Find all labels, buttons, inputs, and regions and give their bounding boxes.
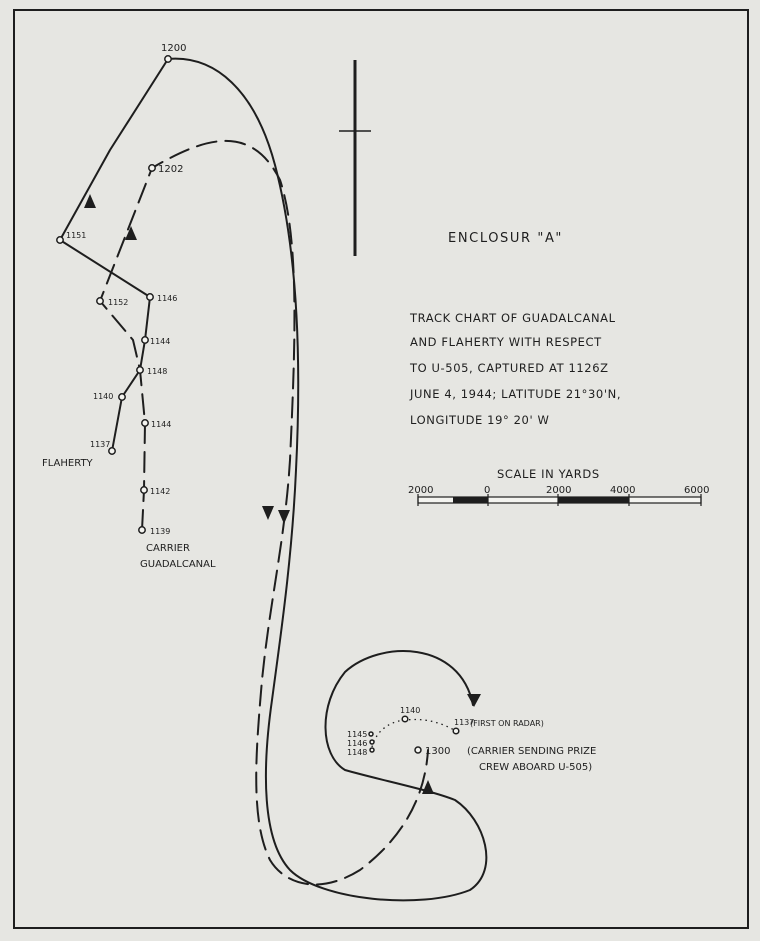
prize-crew-note-line-2: CREW ABOARD U-505) (479, 762, 593, 773)
uboat-time-1137: 1137 (454, 718, 475, 727)
carrier-fix-1139 (139, 527, 145, 533)
carrier-time-1152: 1152 (108, 298, 129, 307)
flaherty-fix-1148 (137, 367, 143, 373)
flaherty-time-1144: 1144 (150, 337, 171, 346)
carrier-fix-1142 (141, 487, 147, 493)
uboat-time-1146: 1146 (347, 739, 368, 748)
uboat-fix-1137 (453, 728, 459, 734)
chart-title-line-2: AND FLAHERTY WITH RESPECT (410, 335, 602, 349)
flaherty-time-1151: 1151 (66, 231, 87, 240)
scale-bar-fill-2 (558, 497, 629, 503)
chart-title-line-3: TO U-505, CAPTURED AT 1126Z (410, 361, 609, 375)
scale-tick-6000: 6000 (684, 485, 710, 496)
uboat-fix-1140 (402, 716, 408, 722)
flaherty-fix-1144 (142, 337, 148, 343)
flaherty-time-1137: 1137 (90, 440, 111, 449)
scale-bar-fill-1 (453, 497, 488, 503)
scale-title: SCALE IN YARDS (497, 467, 600, 481)
carrier-time-1300: 1300 (425, 746, 451, 757)
flaherty-fix-1200 (165, 56, 171, 62)
carrier-fix-1144-low (142, 420, 148, 426)
flaherty-time-1148: 1148 (147, 367, 168, 376)
chart-title-line-4: JUNE 4, 1944; LATITUDE 21°30'N, (410, 387, 622, 401)
carrier-time-1139: 1139 (150, 527, 171, 536)
carrier-name-line-2: GUADALCANAL (140, 559, 216, 570)
flaherty-fix-1151 (57, 237, 63, 243)
carrier-fix-1152 (97, 298, 103, 304)
carrier-fix-1300 (415, 747, 421, 753)
uboat-time-1140: 1140 (400, 706, 421, 715)
scale-tick-0: 0 (484, 485, 491, 496)
flaherty-time-1140: 1140 (93, 392, 114, 401)
uboat-time-1148: 1148 (347, 748, 368, 757)
flaherty-time-1200: 1200 (161, 43, 187, 54)
scale-tick-2000: 2000 (546, 485, 572, 496)
uboat-fix-1148 (370, 748, 374, 752)
uboat-fix-1145 (369, 732, 373, 736)
carrier-time-1144-low: 1144 (151, 420, 172, 429)
flaherty-fix-1146 (147, 294, 153, 300)
uboat-time-1145: 1145 (347, 730, 368, 739)
enclosure-title: ENCLOSUR "A" (448, 231, 564, 246)
scale-tick-2000-left: 2000 (408, 485, 434, 496)
carrier-name-line-1: CARRIER (146, 543, 190, 554)
scale-tick-4000: 4000 (610, 485, 636, 496)
chart-title-line-5: LONGITUDE 19° 20' W (410, 413, 550, 427)
chart-title-line-1: TRACK CHART OF GUADALCANAL (410, 311, 616, 325)
carrier-time-1142: 1142 (150, 487, 171, 496)
flaherty-fix-1140 (119, 394, 125, 400)
flaherty-time-1146: 1146 (157, 294, 178, 303)
prize-crew-note-line-1: (CARRIER SENDING PRIZE (467, 746, 597, 757)
uboat-note-first-radar: (FIRST ON RADAR) (470, 719, 544, 728)
uboat-fix-1146 (370, 740, 374, 744)
carrier-time-1202: 1202 (158, 164, 184, 175)
flaherty-name-label: FLAHERTY (42, 458, 93, 469)
carrier-fix-1202 (149, 165, 155, 171)
